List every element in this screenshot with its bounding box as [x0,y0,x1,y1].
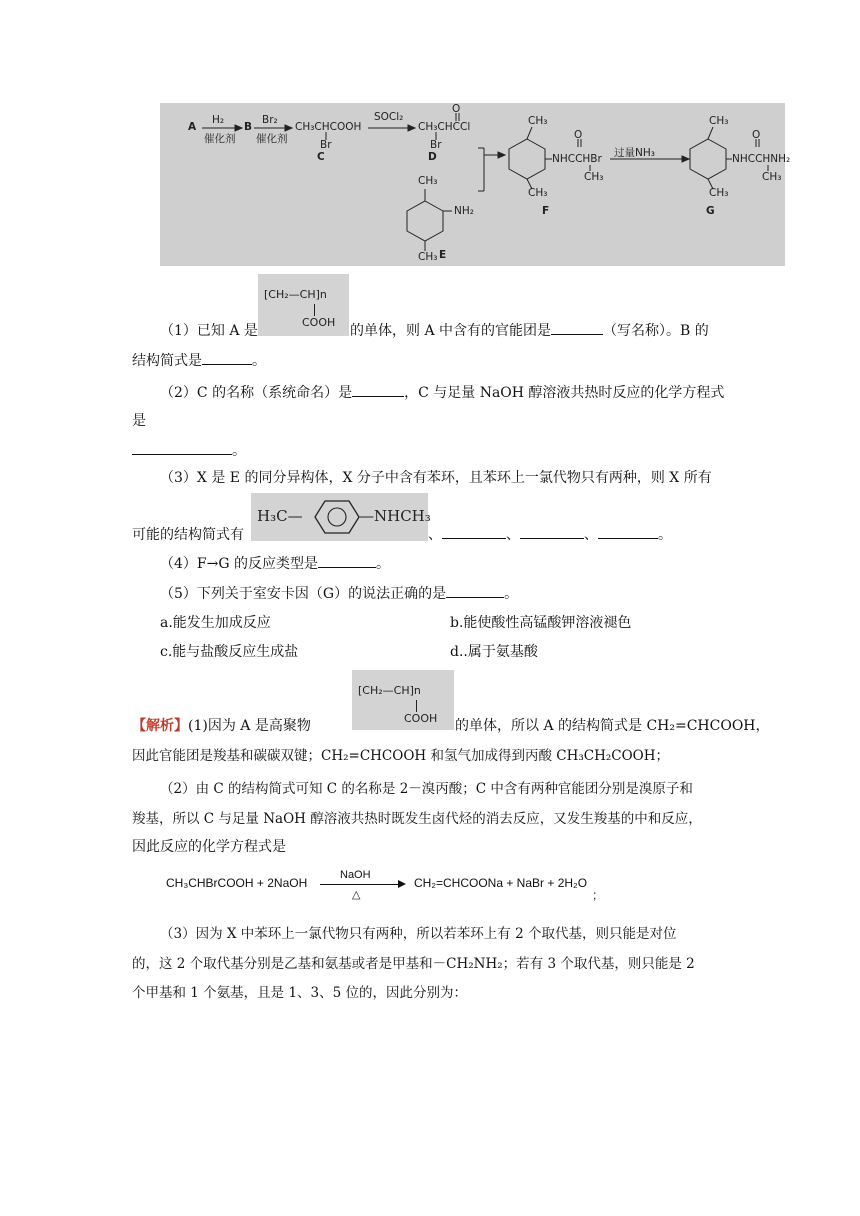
q1-text-d: 结构简式是 [132,353,202,369]
formula-C-br: Br [320,139,332,151]
q4-text-b: 。 [376,556,390,572]
analysis-line5: 因此反应的化学方程式是 [132,839,286,855]
analysis-line3: （2）由 C 的结构简式可知 C 的名称是 2－溴丙酸；C 中含有两种官能团分别是溴原子和 [160,781,693,797]
E-ch3-top: CH₃ [418,175,438,187]
analysis-tag: 【解析】 [132,718,188,734]
q3-blank-1[interactable] [442,524,506,539]
q4-blank[interactable] [318,553,376,568]
G-ch3-top: CH₃ [709,115,729,127]
E-nh2: NH₂ [454,205,474,217]
q3-sep-1: 、 [428,527,442,543]
q3-sep-3: 、 [584,527,598,543]
analysis-line1 [132,715,311,735]
q3-text-a: （3）X 是 E 的同分异构体，X 分子中含有苯环，且苯环上一氯代物只有两种，则 X 所有 [160,470,712,486]
equation-end: ; [593,888,597,902]
q1-blank-2[interactable] [202,350,252,365]
q3-blank-2[interactable] [520,524,584,539]
analysis-line6: （3）因为 X 中苯环上一氯代物只有两种，所以若苯环上有 2 个取代基，则只能是对位 [160,926,677,942]
reagent-nh3: 过量NH₃ [614,147,655,159]
q4-text-a: （4）F→G 的反应类型是 [160,556,318,572]
label-D: D [428,151,437,163]
F-substituent: NHCCHBr [552,153,602,165]
G-ch3-side: CH₃ [762,171,782,183]
q2-text-c: 是 [132,413,146,429]
q3-formula-right: —NHCH₃ [359,507,431,525]
q2-text-d: 。 [232,443,246,459]
polymer-chain: [CH₂—CH]n [264,288,327,301]
label-F: F [542,205,550,217]
equation-arrow [320,884,402,885]
analysis-polymer-bond [416,700,417,712]
equation-condition-top: NaOH [340,869,371,881]
q1-line2 [132,350,266,370]
polymer-image-analysis [352,670,454,730]
reagent-socl2: SOCl₂ [374,111,404,123]
q3-blank-3[interactable] [598,524,658,539]
q3-end: 。 [658,527,672,543]
q3-formula-image [251,493,431,541]
reaction-scheme-image [160,103,791,266]
G-substituent: NHCCHNH₂ [732,153,791,165]
F-ch3-side: CH₃ [584,171,604,183]
label-E: E [439,249,447,261]
q2-text-b: ，C 与足量 NaOH 醇溶液共热时反应的化学方程式 [404,385,725,401]
analysis-line2: 因此官能团是羧基和碳碳双键；CH₂=CHCOOH 和氢气加成得到丙酸 CH₃CH₂COOH； [132,748,670,764]
arrow-head-icon [398,880,406,888]
compound-A: A [188,121,197,133]
label-C: C [317,151,325,163]
catalyst-2: 催化剂 [256,133,288,145]
reagent-h2: H₂ [212,114,225,126]
q5-option-d: d..属于氨基酸 [450,644,538,660]
q3-line1 [160,467,712,487]
analysis-line8: 个甲基和 1 个氨基，且是 1、3、5 位的，因此分别为： [132,985,468,1001]
q5-blank[interactable] [446,583,504,598]
analysis-line1b: 的单体，所以 A 的结构简式是 CH₂=CHCOOH， [455,718,770,734]
analysis-line7: 的，这 2 个取代基分别是乙基和氨基或者是甲基和－CH₂NH₂；若有 3 个取代基，则只能是 2 [132,956,695,972]
q5-option-b: b.能使酸性高锰酸钾溶液褪色 [450,615,632,631]
F-o: O [574,129,583,141]
analysis-p1a: (1)因为 A 是高聚物 [188,718,311,734]
analysis-line4: 羧基，所以 C 与足量 NaOH 醇溶液共热时既发生卤代烃的消去反应，又发生羧基的中和反应， [132,811,702,827]
analysis-polymer-cooh: COOH [404,712,438,725]
q2-line1 [160,382,724,402]
q2-line3 [132,440,246,460]
q2-line2 [132,410,146,430]
polymer-bond [314,304,315,316]
q5-option-a: a.能发生加成反应 [160,615,271,631]
polymer-image-q1 [258,274,349,336]
reagent-br2: Br₂ [262,114,278,126]
catalyst-1: 催化剂 [204,133,236,145]
q3-line2b [428,524,672,544]
q1-text-b: 的单体，则 A 中含有的官能团是 [350,323,552,339]
q3-text-b: 可能的结构简式有 [132,527,244,543]
G-ch3-bottom: CH₃ [709,187,729,199]
formula-C: CH₃CHCOOH [295,121,362,133]
label-G: G [706,205,715,217]
q5-option-c: c.能与盐酸反应生成盐 [160,644,299,660]
compound-B: B [244,121,253,133]
q3-line2 [132,524,244,544]
analysis-polymer-chain: [CH₂—CH]n [358,684,421,697]
polymer-cooh: COOH [302,316,336,329]
formula-D-br: Br [430,139,442,151]
F-ch3-bottom: CH₃ [528,187,548,199]
q1-text-e: 。 [252,353,266,369]
scheme-drawing [160,103,785,266]
q5-text-a: （5）下列关于室安卡因（G）的说法正确的是 [160,586,447,602]
F-ch3-top: CH₃ [528,115,548,127]
q2-text-a: （2）C 的名称（系统命名）是 [160,385,353,401]
q1-line1b [350,320,709,340]
benzene-ring-icon [313,499,361,535]
q5-text-b: 。 [504,586,519,602]
q4-line [160,553,390,573]
q2-blank-2[interactable] [132,440,232,455]
q1-text-c: （写名称）。B 的 [603,323,709,339]
formula-D: CH₃CHCCl [418,121,471,133]
q2-blank-1[interactable] [352,382,404,397]
q3-formula-left: H₃C— [257,507,303,525]
q5-line [160,583,518,603]
G-o: O [752,129,761,141]
q1-line1 [160,320,258,340]
q1-text-a: （1）已知 A 是 [160,323,258,339]
equation-left: CH₃CHBrCOOH + 2NaOH [166,876,308,890]
q3-sep-2: 、 [506,527,520,543]
q1-blank-1[interactable] [551,320,603,335]
equation-right: CH₂=CHCOONa + NaBr + 2H₂O [414,876,588,890]
E-ch3-bottom: CH₃ [418,251,438,263]
formula-D-o: O [452,103,461,115]
equation-condition-bottom: △ [352,889,361,901]
